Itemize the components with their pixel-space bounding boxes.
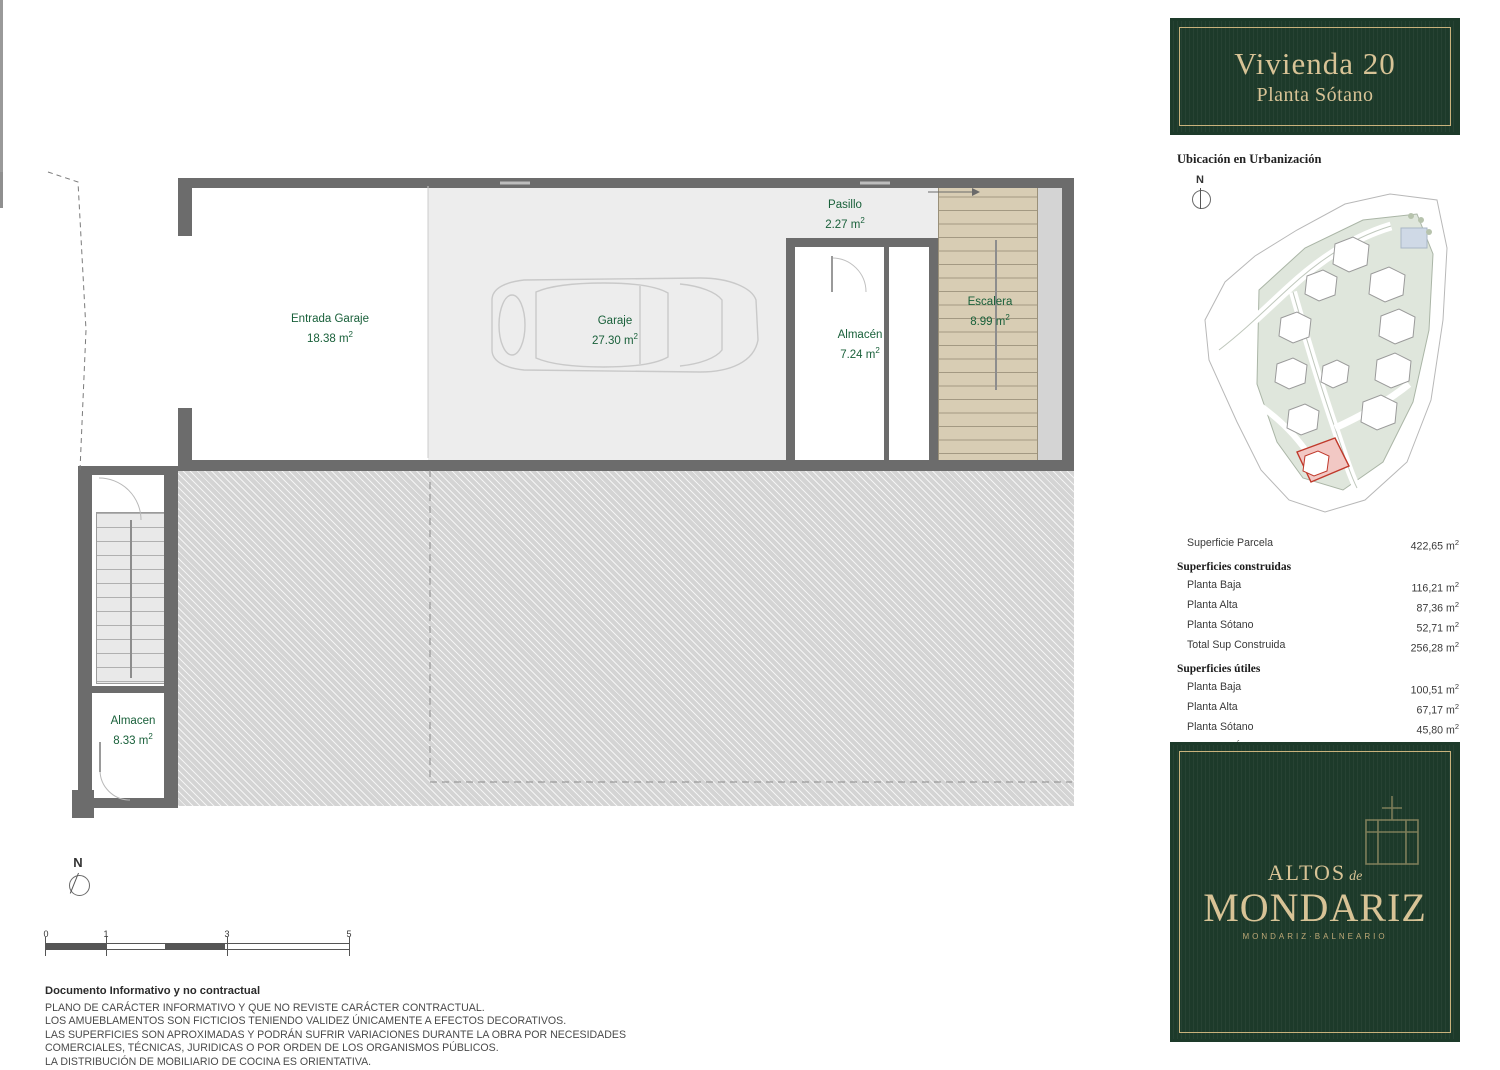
value-construida-planta-alta: 87,36 $m^2$ <box>1416 600 1459 615</box>
scale-tick-1 <box>106 937 107 956</box>
title-plate-inner <box>1179 27 1451 126</box>
logo-altos: ALTOS <box>1267 860 1347 885</box>
location-title: Ubicación en Urbanización <box>1177 152 1322 166</box>
label-construida-planta-sotano: Planta Sótano <box>1187 619 1254 632</box>
label-construida-planta-alta: Planta Alta <box>1187 599 1238 612</box>
room-label-garaje: Garaje 27.30 $m^2$ <box>591 315 638 347</box>
building-icon <box>1352 786 1432 866</box>
row-util-planta-baja <box>1177 679 1459 699</box>
scale-tick-5 <box>349 937 350 956</box>
row-util-planta-alta <box>1177 699 1459 719</box>
disclaimer <box>45 985 745 1070</box>
north-label: N <box>73 855 83 870</box>
row-construida-planta-baja <box>1177 577 1459 597</box>
urbanization-map-svg <box>1185 170 1460 525</box>
logo-plate-inner <box>1179 751 1451 1033</box>
urbanization-map <box>1185 170 1460 525</box>
location-north-label: N <box>1196 174 1204 186</box>
label-construida-total: Total Sup Construida <box>1187 639 1286 652</box>
scale-bar-fill-2 <box>165 943 225 950</box>
info-panel <box>1165 0 1465 1060</box>
room-label-almacen-left: Almacen 8.33 $m^2$ <box>110 715 156 747</box>
logo-sub: MONDARIZ·BALNEARIO <box>1242 932 1388 941</box>
label-util-planta-alta: Planta Alta <box>1187 701 1238 714</box>
value-construida-planta-baja: 116,21 $m^2$ <box>1411 580 1459 595</box>
brand-logo <box>1180 860 1450 941</box>
logo-mondariz: MONDARIZ <box>1203 885 1427 930</box>
value-util-planta-sotano: 45,80 $m^2$ <box>1416 722 1459 737</box>
disclaimer-title: Documento Informativo y no contractual <box>45 985 261 997</box>
value-construida-planta-sotano: 52,71 $m^2$ <box>1416 620 1459 635</box>
label-construida-planta-baja: Planta Baja <box>1187 579 1242 592</box>
row-construida-planta-alta <box>1177 597 1459 617</box>
logo-de: de <box>1349 869 1363 884</box>
disclaimer-line-2: LOS AMUEBLAMENTOS SON FICTICIOS TENIENDO VALIDEZ ÚNICAMENTE A EFECTOS DECORATIVOS. <box>45 1015 567 1028</box>
value-util-planta-alta: 67,17 $m^2$ <box>1416 702 1459 717</box>
plan-subtitle: Planta Sótano <box>1256 83 1374 106</box>
disclaimer-line-4: COMERCIALES, TÉCNICAS, JURIDICAS O POR ORDEN DE LOS ORGANISMOS PÚBLICOS. <box>45 1042 499 1055</box>
room-label-almacen: Almacén 7.24 $m^2$ <box>837 329 883 361</box>
north-arrow <box>58 855 98 907</box>
disclaimer-line-5: LA DISTRIBUCIÓN DE MOBILIARIO DE COCINA ES ORIENTATIVA. <box>45 1055 372 1068</box>
scale-num-0: 0 <box>43 929 49 939</box>
scale-num-1: 1 <box>103 929 109 939</box>
room-label-pasillo: Pasillo 2.27 $m^2$ <box>825 199 865 231</box>
value-superficie-parcela: 422,65 $m^2$ <box>1410 538 1459 553</box>
logo-plate <box>1170 742 1460 1042</box>
scale-bar-fill <box>46 943 106 950</box>
scale-bar <box>43 929 365 961</box>
header-superficies-construidas: Superficies construidas <box>1177 561 1292 574</box>
scale-num-5: 5 <box>346 929 352 939</box>
value-construida-total: 256,28 $m^2$ <box>1410 640 1459 655</box>
value-util-planta-baja: 100,51 $m^2$ <box>1410 682 1459 697</box>
row-construida-total <box>1177 637 1459 657</box>
room-label-entrada-garaje: Entrada Garaje 18.38 $m^2$ <box>291 313 369 345</box>
plan-title: Vivienda 20 <box>1234 45 1396 81</box>
scale-tick-3 <box>227 937 228 956</box>
disclaimer-line-1: PLANO DE CARÁCTER INFORMATIVO Y QUE NO REVISTE CARÁCTER CONTRACTUAL. <box>45 1001 485 1014</box>
title-plate <box>1170 18 1460 135</box>
row-construida-planta-sotano <box>1177 617 1459 637</box>
label-superficie-parcela: Superficie Parcela <box>1187 537 1273 549</box>
disclaimer-line-3: LAS SUPERFICIES SON APROXIMADAS Y PODRÁN SUFRIR VARIACIONES DURANTE LA OBRA POR NECESIDADES <box>45 1028 627 1041</box>
scale-tick-0 <box>45 937 46 956</box>
row-util-planta-sotano <box>1177 719 1459 739</box>
label-util-planta-sotano: Planta Sótano <box>1187 721 1254 734</box>
scale-num-3: 3 <box>224 929 230 939</box>
room-label-escalera: Escalera 8.99 $m^2$ <box>967 296 1013 328</box>
header-superficies-utiles: Superficies útiles <box>1177 663 1261 676</box>
label-util-planta-baja: Planta Baja <box>1187 681 1242 694</box>
row-superficie-parcela <box>1177 535 1459 555</box>
